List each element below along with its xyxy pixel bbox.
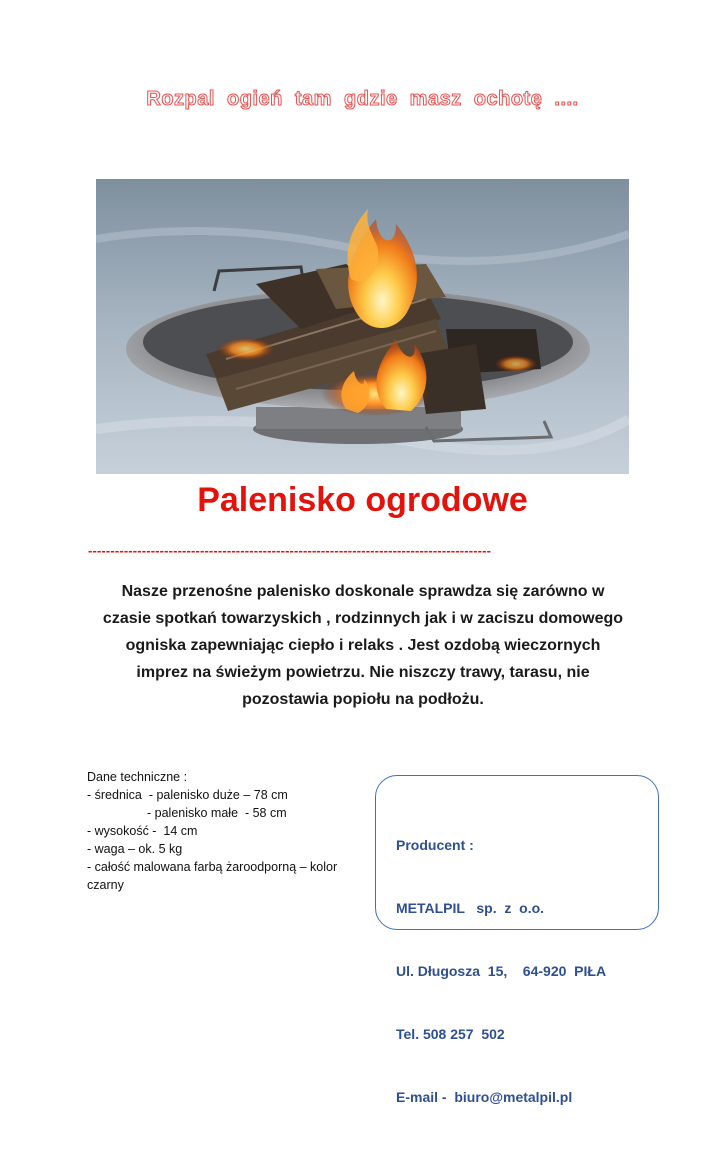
description-line: ogniska zapewniając ciepło i relaks . Jest ozdobą wieczornych [125, 637, 601, 654]
headline-slogan: Rozpal ogień tam gdzie masz ochotę .... [146, 88, 579, 110]
product-description [78, 578, 648, 713]
producer-email[interactable]: E-mail - biuro@metalpil.pl [396, 1089, 573, 1105]
spec-paint-color: czarny [87, 878, 124, 892]
description-line: imprez na świeżym powietrzu. Nie niszczy trawy, tarasu, nie [136, 664, 590, 681]
producer-details [396, 793, 606, 1150]
spec-height: - wysokość - 14 cm [87, 824, 198, 838]
spec-weight: - waga – ok. 5 kg [87, 842, 183, 856]
producer-address: Ul. Długosza 15, 64-920 PIŁA [396, 963, 607, 979]
producer-label: Producent : [396, 837, 474, 853]
technical-specs [87, 768, 357, 894]
spec-diameter-large: - średnica - palenisko duże – 78 cm [87, 788, 288, 802]
description-line: Nasze przenośne palenisko doskonale sprawdza się zarówno w [121, 583, 605, 600]
dashed-divider: ------------------------------------------------------------------------------------------ [88, 543, 492, 558]
producer-company: METALPIL sp. z o.o. [396, 900, 545, 916]
product-title: Palenisko ogrodowe [197, 481, 528, 519]
producer-phone: Tel. 508 257 502 [396, 1026, 505, 1042]
producer-contact-box [375, 775, 659, 1105]
specs-heading: Dane techniczne : [87, 770, 188, 784]
description-line: pozostawia popiołu na podłożu. [242, 691, 484, 708]
fire-pit-photo [96, 179, 629, 474]
spec-diameter-small: - palenisko małe - 58 cm [147, 806, 287, 820]
spec-paint: - całość malowana farbą żaroodporną – kolor [87, 860, 338, 874]
description-line: czasie spotkań towarzyskich , rodzinnych jak i w zaciszu domowego [102, 610, 624, 627]
